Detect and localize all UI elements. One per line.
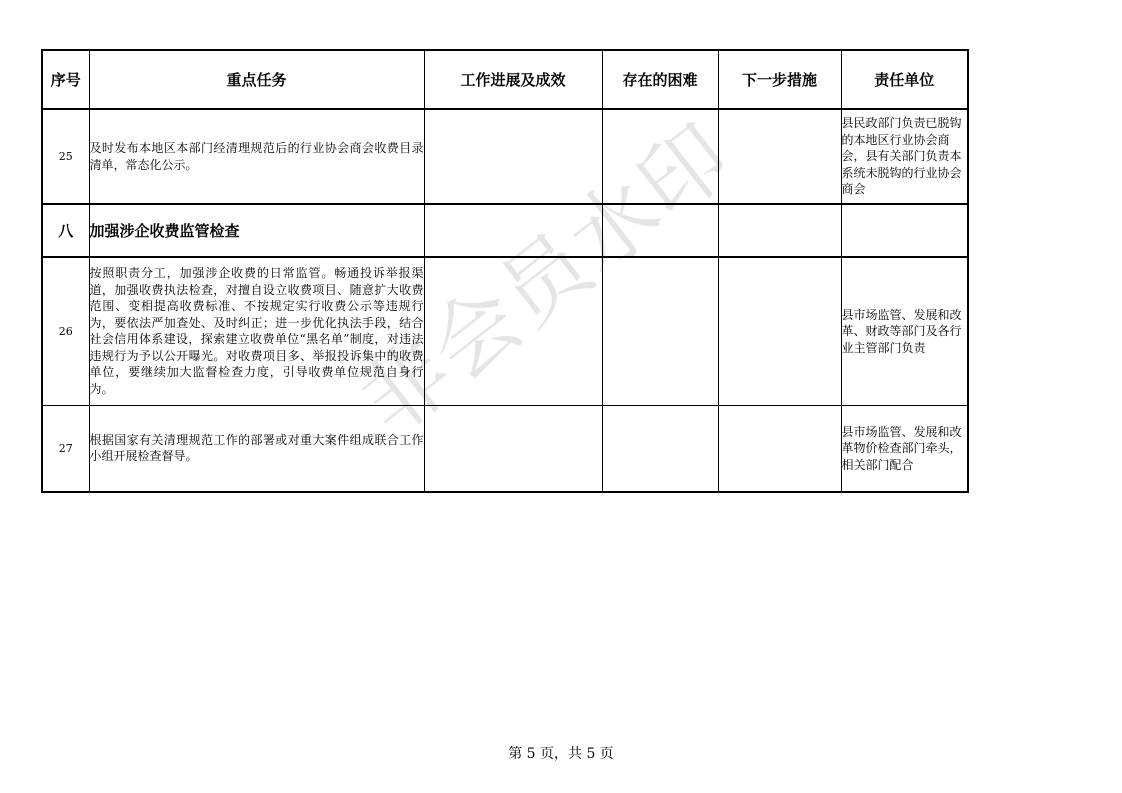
row-responsible: 县市场监管、发展和改革物价检查部门牵头，相关部门配合	[841, 405, 968, 492]
row-difficulty	[602, 109, 718, 204]
table-row	[42, 109, 968, 204]
section-empty-cell	[718, 204, 841, 257]
row-next-steps	[718, 257, 841, 405]
row-next-steps	[718, 109, 841, 204]
section-empty-cell	[841, 204, 968, 257]
row-difficulty	[602, 405, 718, 492]
page-footer: 第 5 页，共 5 页	[508, 746, 614, 762]
task-table	[41, 49, 969, 493]
header-key-task: 重点任务	[89, 50, 424, 109]
header-next-steps: 下一步措施	[718, 50, 841, 109]
row-responsible: 县市场监管、发展和改革、财政等部门及各行业主管部门负责	[841, 257, 968, 405]
table-header-row	[42, 50, 968, 109]
row-progress	[424, 109, 602, 204]
header-difficulty: 存在的困难	[602, 50, 718, 109]
header-seq: 序号	[42, 50, 89, 109]
row-task: 按照职责分工，加强涉企收费的日常监管。畅通投诉举报渠道，加强收费执法检查，对擅自设立收费项目、随意扩大收费范围、变相提高收费标准、不按规定实行收费公示等违规行为，要依法严加查处、及时纠正；进一步优化执法手段，结合社会信用体系建设，探索建立收费单位“黑名单”制度，对违法违规行为予以公开曝光。对收费项目多、举报投诉集中的收费单位，要继续加大监督检查力度，引导收费单位规范自身行为。	[89, 257, 424, 405]
row-next-steps	[718, 405, 841, 492]
header-progress: 工作进展及成效	[424, 50, 602, 109]
row-task: 根据国家有关清理规范工作的部署或对重大案件组成联合工作小组开展检查督导。	[89, 405, 424, 492]
row-difficulty	[602, 257, 718, 405]
row-number: 25	[42, 109, 89, 204]
row-task: 及时发布本地区本部门经清理规范后的行业协会商会收费目录清单，常态化公示。	[89, 109, 424, 204]
row-number: 26	[42, 257, 89, 405]
row-progress	[424, 257, 602, 405]
row-number: 27	[42, 405, 89, 492]
section-empty-cell	[424, 204, 602, 257]
section-empty-cell	[602, 204, 718, 257]
row-responsible: 县民政部门负责已脱钩的本地区行业协会商会，县有关部门负责本系统未脱钩的行业协会商会	[841, 109, 968, 204]
row-progress	[424, 405, 602, 492]
table-row	[42, 405, 968, 492]
table-row	[42, 257, 968, 405]
section-title: 加强涉企收费监管检查	[89, 204, 424, 257]
section-number: 八	[42, 204, 89, 257]
watermark: 非会员水印	[342, 104, 751, 455]
section-row	[42, 204, 968, 257]
header-responsible-unit: 责任单位	[841, 50, 968, 109]
